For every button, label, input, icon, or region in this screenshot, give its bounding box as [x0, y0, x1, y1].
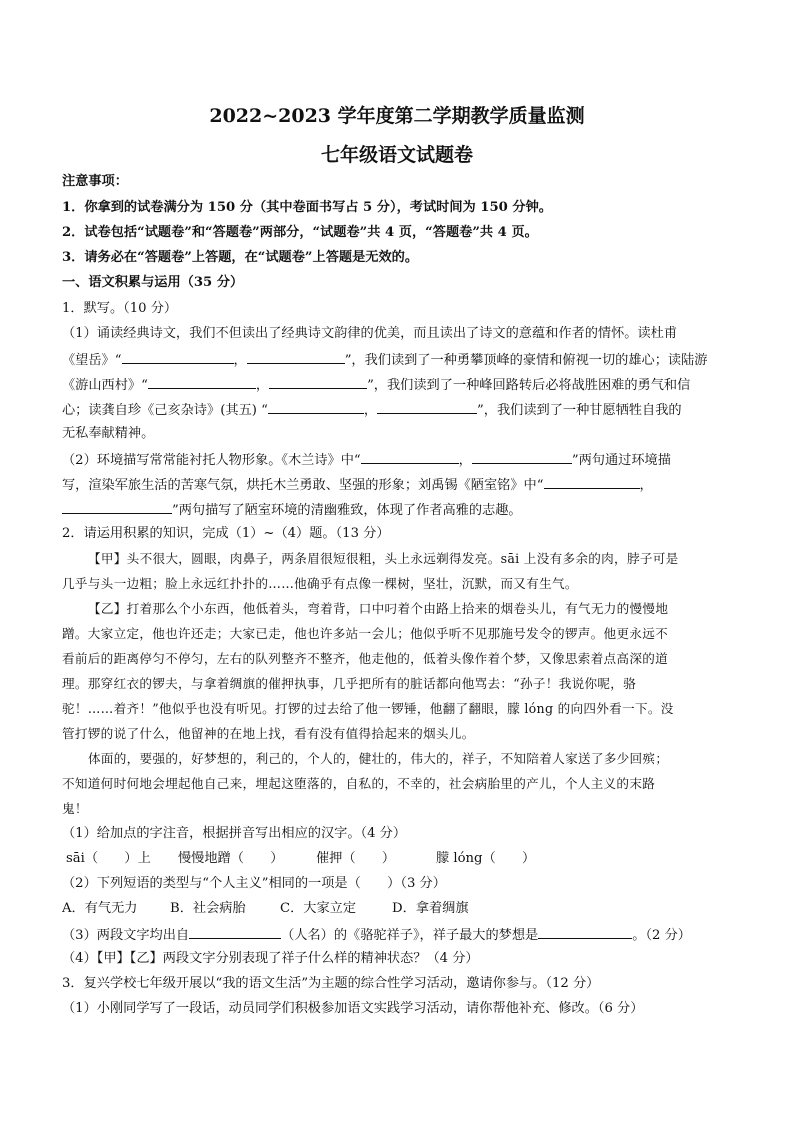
q1-part1-line: 无私奉献精神。	[62, 426, 155, 441]
answer-blank[interactable]	[269, 375, 367, 389]
q1-part2-line: （2）环境描写常常能衬托人物形象。《木兰诗》中“ ， ”两句通过环境描	[62, 450, 742, 470]
pinyin-item: 催押（ ）	[316, 851, 396, 866]
answer-blank[interactable]	[62, 500, 172, 514]
passage-comment-line: 不知道何时何地会埋起他自己来，埋起这堕落的，自私的，不幸的，社会病胎里的产儿，个人主义的末路	[62, 776, 656, 791]
answer-blank[interactable]	[247, 350, 345, 364]
q1-part1-line: 心；读龚自珍《己亥杂诗》(其五) “ ， ”，我们读到了一种甘愿牺牲自我的	[62, 400, 742, 420]
passage-jia-line: 【甲】头不很大，圆眼，肉鼻子，两条眉很短很粗，头上永远剃得发亮。sāi 上没有多余的肉，脖子可是	[88, 551, 679, 566]
q2-sub4: （4）【甲】【乙】两段文字分别表现了祥子什么样的精神状态？（4 分）	[62, 951, 479, 966]
q1-part1-line: 《望岳》“ ， ”，我们读到了一种勇攀顶峰的豪情和俯视一切的雄心；读陆游	[62, 350, 742, 370]
pinyin-item: sāi（ ）上	[66, 851, 151, 866]
answer-blank[interactable]	[538, 925, 632, 939]
answer-blank[interactable]	[148, 375, 256, 389]
q1-part2-line: 写，渲染军旅生活的苦寒气氛，烘托木兰勇敢、坚强的形象；刘禹锡《陋室铭》中“ ，	[62, 475, 742, 495]
notice-item: 1．你拿到的试卷满分为 150 分（其中卷面书写占 5 分），考试时间为 150 分钟。	[62, 200, 552, 215]
passage-yi-line: 理。那穿红衣的锣夫，与拿着绸旗的催押执事，几乎把所有的脏话都向他骂去：“孙子！我说你呢，骆	[62, 676, 637, 691]
section-heading: 一、语文积累与运用（35 分）	[62, 275, 244, 290]
exam-title: 2022~2023 学年度第二学期教学质量监测	[209, 105, 585, 127]
pinyin-item: 慢慢地蹭（ ）	[178, 851, 284, 866]
q3-sub1: （1）小刚同学写了一段话，动员同学们积极参加语文实践学习活动，请你帮他补充、修改。（6 分）	[62, 1001, 644, 1016]
answer-blank[interactable]	[361, 450, 459, 464]
choice-c[interactable]: C．大家立定	[280, 901, 357, 916]
passage-comment-line: 鬼！	[62, 801, 88, 816]
notice-heading: 注意事项：	[62, 174, 128, 189]
passage-yi-line: 管打锣的说了什么，他留神的在地上找，看有没有值得拾起来的烟头儿。	[62, 726, 475, 741]
question-1-stem: 1．默写。（10 分）	[62, 301, 178, 316]
answer-blank[interactable]	[544, 475, 640, 489]
passage-yi-line: 看前后的距离停匀不停匀，左右的队列整齐不整齐，他走他的，低着头像作着个梦，又像思索着点高深的道	[62, 651, 669, 666]
q2-sub3: （3）两段文字均出自 （人名）的《骆驼祥子》，祥子最大的梦想是 。（2 分）	[62, 925, 742, 945]
pinyin-item: 朦 lóng（ ）	[436, 851, 536, 866]
passage-comment-line: 体面的，要强的，好梦想的，利己的，个人的，健壮的，伟大的，祥子，不知陪着人家送了多少回殡；	[88, 751, 669, 766]
q2-sub2: （2）下列短语的类型与“个人主义”相同的一项是（ ）（3 分）	[62, 876, 446, 891]
answer-blank[interactable]	[377, 400, 477, 414]
question-3-stem: 3．复兴学校七年级开展以“我的语文生活”为主题的综合性学习活动，邀请你参与。（12 分）	[62, 976, 600, 991]
notice-item: 3．请务必在“答题卷”上答题，在“试题卷”上答题是无效的。	[62, 250, 419, 265]
answer-blank[interactable]	[472, 450, 572, 464]
q1-part2-line: ”两句描写了陋室环境的清幽雅致，体现了作者高雅的志趣。	[62, 500, 742, 520]
passage-yi-line: 驼！……着齐！”他似乎也没有听见。打锣的过去给了他一锣锤，他翻了翻眼，朦 lóng 的向四外看一下。没	[62, 701, 674, 716]
answer-blank[interactable]	[122, 350, 234, 364]
exam-subtitle: 七年级语文试题卷	[320, 144, 473, 166]
notice-item: 2．试卷包括“试题卷”和“答题卷”两部分，“试题卷”共 4 页，“答题卷”共 4 页。	[62, 225, 538, 240]
q2-sub1: （1）给加点的字注音，根据拼音写出相应的汉字。（4 分）	[62, 826, 407, 841]
choice-a[interactable]: A．有气无力	[62, 901, 138, 916]
passage-jia-line: 几乎与头一边粗；脸上永远红扑扑的……他确乎有点像一棵树，坚壮，沉默，而又有生气。	[62, 576, 578, 591]
answer-blank[interactable]	[268, 400, 364, 414]
q1-part1-line: 《游山西村》“ ， ”，我们读到了一种峰回路转后必将战胜困难的勇气和信	[62, 375, 742, 395]
answer-blank[interactable]	[189, 925, 281, 939]
q1-part1-line: （1）诵读经典诗文，我们不但读出了经典诗文韵律的优美，而且读出了诗文的意蕴和作者的情怀。读杜甫	[62, 326, 678, 341]
choice-b[interactable]: B．社会病胎	[170, 901, 246, 916]
passage-yi-line: 蹭。大家立定，他也许还走；大家已走，他也许多站一会儿；他似乎听不见那施号发令的锣声。他更永远不	[62, 626, 669, 641]
passage-yi-line: 【乙】打着那么个小东西，他低着头，弯着背，口中叼着个由路上拾来的烟卷头儿，有气无力的慢慢地	[88, 601, 669, 616]
choice-d[interactable]: D．拿着绸旗	[392, 901, 469, 916]
question-2-stem: 2．请运用积累的知识，完成（1）~（4）题。（13 分）	[62, 526, 390, 541]
